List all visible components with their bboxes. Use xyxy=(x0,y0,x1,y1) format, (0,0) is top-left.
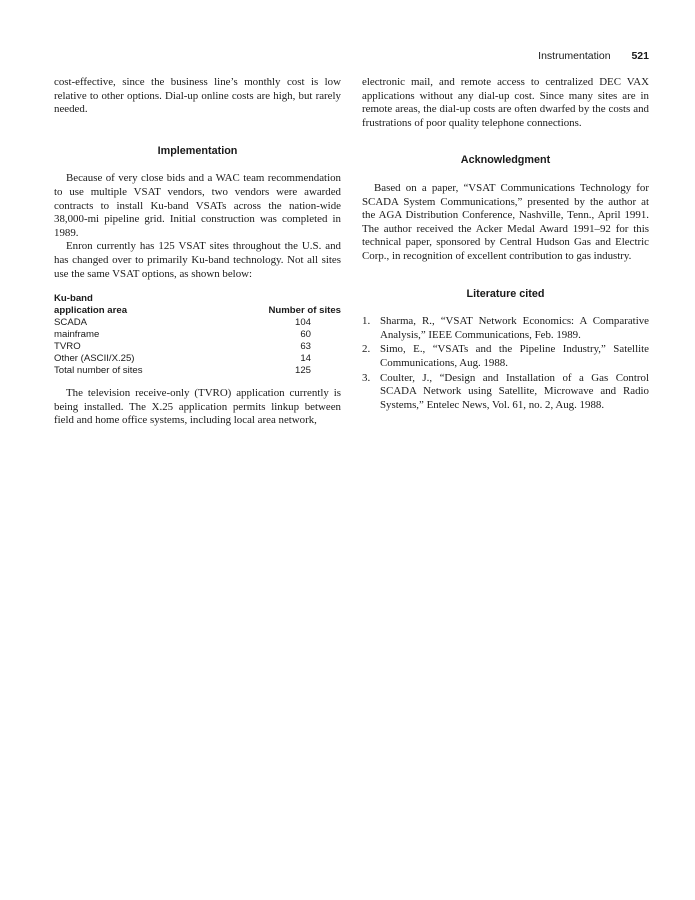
table-cell-count: 125 xyxy=(294,365,311,377)
reference-number: 3. xyxy=(362,371,371,384)
reference-number: 2. xyxy=(362,343,371,356)
table-cell-area: Other (ASCII/X.25) xyxy=(54,353,135,365)
table-row xyxy=(54,353,341,365)
table-row xyxy=(54,329,341,341)
literature-heading: Literature cited xyxy=(466,287,545,300)
reference-text: Sharma, R., “VSAT Network Economics: A Comparative Analysis,” IEEE Communications, Feb. 1989. xyxy=(380,315,649,341)
paragraph-continuation-right: electronic mail, and remote access to centralized DEC VAX applications without any dial-up cost. Since many sites are in remote areas, the dial-up costs are often dwarfed by the costs and frustrations of poor quality telephone connections. xyxy=(362,76,649,129)
table-cell-count: 63 xyxy=(300,341,311,353)
section-title: Instrumentation xyxy=(538,50,611,62)
reference-text: Simo, E., “VSATs and the Pipeline Industry,” Satellite Communications, Aug. 1988. xyxy=(380,343,649,369)
right-column xyxy=(362,76,649,413)
table-cell-area: mainframe xyxy=(54,329,100,341)
running-header xyxy=(538,50,649,62)
table-header-area-line2: application area xyxy=(54,305,128,317)
table-row xyxy=(54,317,341,329)
acknowledgment-heading: Acknowledgment xyxy=(460,154,551,167)
table-cell-area: Total number of sites xyxy=(54,365,143,377)
list-item xyxy=(362,315,649,342)
list-item xyxy=(362,343,649,370)
paragraph-tvro: The television receive-only (TVRO) application currently is being installed. The X.25 application permits linkup between field and home office systems, including local area network, xyxy=(54,387,341,427)
reference-number: 1. xyxy=(362,315,371,328)
table-row xyxy=(54,341,341,353)
acknowledgment-text: Based on a paper, “VSAT Communications Technology for SCADA System Communications,” presented by the author at the AGA Distribution Conference, Nashville, Tenn., April 1991. The author received the Acker Medal Award 1991–92 for this technical paper, sponsored by Central Hudson Gas and Electric Corp., in recognition of excellent contribution to gas industry. xyxy=(362,181,649,262)
page-number: 521 xyxy=(631,50,649,62)
table-header-row xyxy=(54,293,341,317)
table-header-area xyxy=(54,293,212,317)
paragraph-vsat-sites: Enron currently has 125 VSAT sites throughout the U.S. and has changed over to primarily Ku-band technology. Not all sites use the same VSAT options, as shown below: xyxy=(54,240,341,280)
table-cell-count: 104 xyxy=(294,317,311,329)
table-cell-area: TVRO xyxy=(54,341,81,353)
implementation-heading: Implementation xyxy=(157,144,238,157)
table-row-total xyxy=(54,365,341,377)
left-column xyxy=(54,76,341,428)
paragraph-bids: Because of very close bids and a WAC team recommendation to use multiple VSAT vendors, two vendors were awarded contracts to install Ku-band VSATs across the nation-wide 38,000-mi pipeline grid. Initial construction was completed in 1989. xyxy=(54,172,341,239)
table-cell-count: 14 xyxy=(300,353,311,365)
table-header-count: Number of sites xyxy=(268,305,341,317)
reference-text: Coulter, J., “Design and Installation of a Gas Control SCADA Network using Satellite, Microwave and Radio Systems,” Entelec News, Vol. 61, no. 2, Aug. 1988. xyxy=(380,371,649,411)
table-cell-count: 60 xyxy=(300,329,311,341)
sites-table xyxy=(54,293,341,377)
reference-list xyxy=(362,315,649,412)
table-cell-area: SCADA xyxy=(54,317,88,329)
list-item xyxy=(362,372,649,413)
paragraph-continuation: cost-effective, since the business line’s monthly cost is low relative to other options. Dial-up online costs are high, but rarely needed. xyxy=(54,76,341,116)
table-header-area-line1: Ku-band xyxy=(54,293,93,305)
